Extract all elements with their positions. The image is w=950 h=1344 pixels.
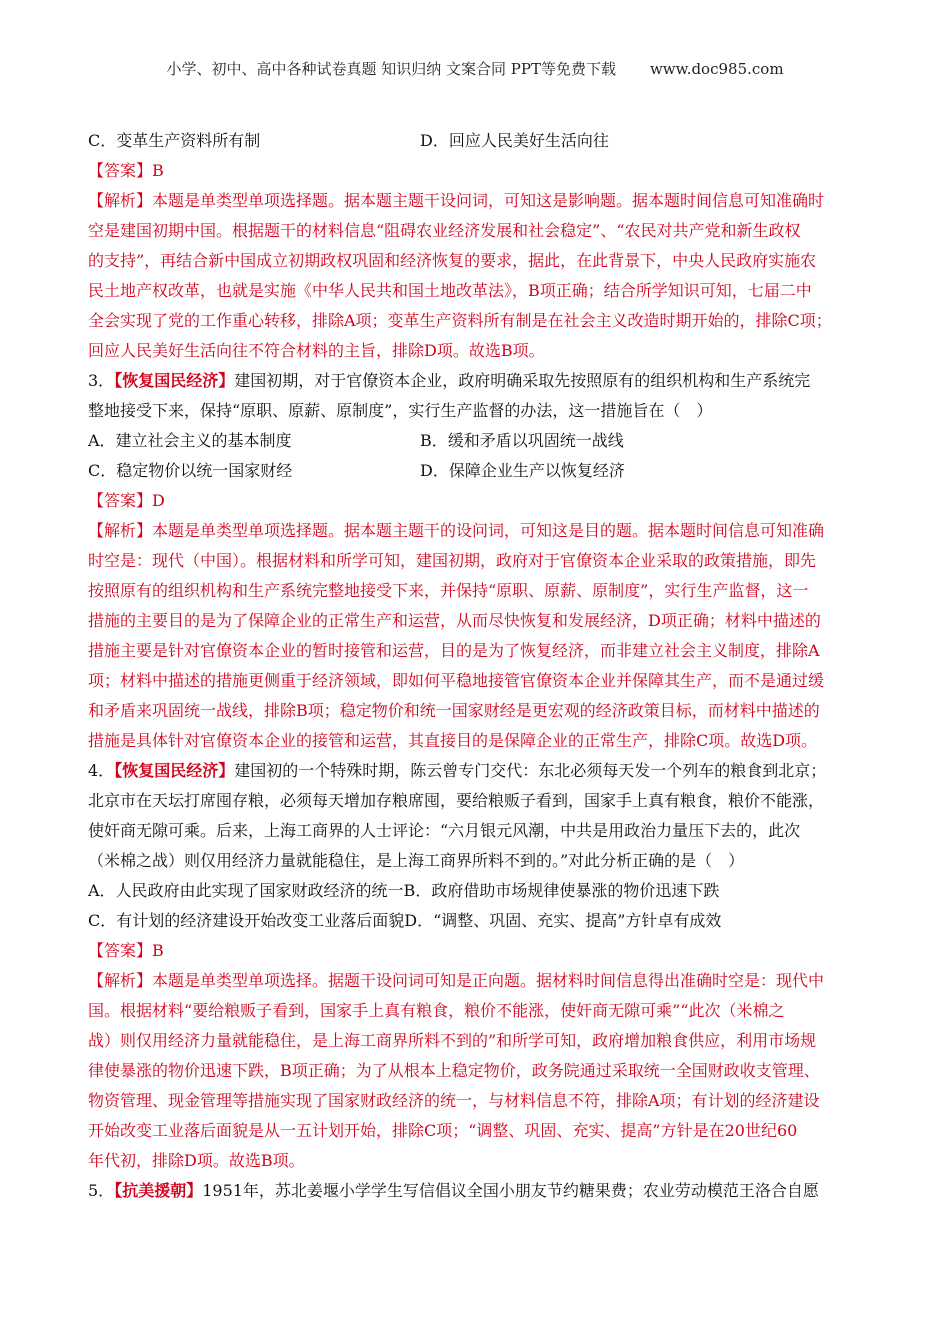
q4-answer: 【答案】B [88,941,164,960]
q4-stem-line1 [88,756,874,786]
q3-option-b: B．缓和矛盾以巩固统一战线 [420,431,624,450]
q5-stem: 1951年，苏北姜堰小学学生写信倡议全国小朋友节约糖果费；农业劳动模范王洛合自愿 [202,1181,819,1200]
q3-exp-line: 措施的主要目的是为了保障企业的正常生产和运营，从而尽快恢复和发展经济，D项正确；材料中描述的 [88,611,821,630]
q5-number: 5． [88,1181,115,1200]
q3-stem-line1 [88,366,874,396]
q4-topic-tag: 【恢复国民经济】 [114,761,235,780]
q3-options-ab [88,426,874,456]
q3-exp-line: 措施主要是针对官僚资本企业的暂时接管和运营，目的是为了恢复经济，而非建立社会主义制度，排除A [88,641,820,660]
q4-options-ab: A．人民政府由此实现了国家财政经济的统一B．政府借助市场规律使暴涨的物价迅速下跌 [88,881,720,900]
q4-exp-line: 年代初，排除D项。故选B项。 [88,1151,305,1170]
page-header [0,58,950,79]
q3-topic-tag: 【恢复国民经济】 [114,371,235,390]
q3-stem: 建国初期，对于官僚资本企业，政府明确采取先按照原有的组织机构和生产系统完 [234,371,811,390]
q4-stem: 建国初的一个特殊时期，陈云曾专门交代：东北必须每天发一个列车的粮食到北京； [234,761,827,780]
q4-stem-line: （米棉之战）则仅用经济力量就能稳住，是上海工商界所料不到的。”对此分析正确的是（ ） [88,851,745,870]
q3-exp-line: 【解析】本题是单类型单项选择题。据本题主题干的设问词，可知这是目的题。据本题时间信息可知准确 [88,521,825,540]
q2-answer: 【答案】B [88,161,164,180]
q2-exp-line: 回应人民美好生活向往不符合材料的主旨，排除D项。故选B项。 [88,341,545,360]
q3-options-cd [88,456,874,486]
q2-explanation [88,186,874,366]
q4-exp-line: 开始改变工业落后面貌是从一五计划开始，排除C项；“调整、巩固、充实、提高”方针是在20世纪60 [88,1121,798,1140]
q5-stem-line1 [88,1176,874,1206]
q4-exp-line: 物资管理、现金管理等措施实现了国家财政经济的统一，与材料信息不符，排除A项；有计划的经济建设 [88,1091,820,1110]
q4-exp-line: 国。根据材料“要给粮贩子看到，国家手上真有粮食，粮价不能涨，使奸商无隙可乘”“此次（米棉之 [88,1001,785,1020]
document-body [88,126,874,1206]
q3-exp-line: 按照原有的组织机构和生产系统完整地接受下来，并保持“原职、原薪、原制度”，实行生产监督，这一 [88,581,809,600]
q3-option-d: D．保障企业生产以恢复经济 [420,461,625,480]
q3-explanation [88,516,874,756]
q3-answer: 【答案】D [88,491,165,510]
q3-stem-line2: 整地接受下来，保持“原职、原薪、原制度”，实行生产监督的办法，这一措施旨在（ ） [88,401,713,420]
q4-stem-line: 北京市在天坛打席囤存粮，必须每天增加存粮席囤，要给粮贩子看到，国家手上真有粮食，粮价不能涨， [88,791,825,810]
q2-options-cd [88,126,874,156]
q3-option-a: A．建立社会主义的基本制度 [88,431,292,450]
q4-exp-line: 律使暴涨的物价迅速下跌，B项正确；为了从根本上稳定物价，政务院通过采取统一全国财政收支管理、 [88,1061,820,1080]
q3-exp-line: 项；材料中描述的措施更侧重于经济领域，即如何平稳地接管官僚资本企业并保障其生产，而不是通过缓 [88,671,825,690]
q2-option-d: D．回应人民美好生活向往 [420,131,609,150]
q2-exp-line: 空是建国初期中国。根据题干的材料信息“阻碍农业经济发展和社会稳定”、“农民对共产党和新生政权 [88,221,801,240]
q3-exp-line: 时空是：现代（中国）。根据材料和所学可知，建国初期，政府对于官僚资本企业采取的政策措施，即先 [88,551,817,570]
q3-exp-line: 和矛盾来巩固统一战线，排除B项；稳定物价和统一国家财经是更宏观的经济政策目标，而材料中描述的 [88,701,820,720]
q4-options-cd: C．有计划的经济建设开始改变工业落后面貌D．“调整、巩固、充实、提高”方针卓有成效 [88,911,722,930]
q4-stem-line: 使奸商无隙可乘。后来，上海工商界的人士评论：“六月银元风潮，中共是用政治力量压下去的，此次 [88,821,801,840]
q5-topic-tag: 【抗美援朝】 [114,1181,203,1200]
q4-number: 4． [88,761,115,780]
q3-option-c: C．稳定物价以统一国家财经 [88,461,293,480]
q4-exp-line: 【解析】本题是单类型单项选择。据题干设问词可知是正向题。据材料时间信息得出准确时空是：现代中 [88,971,825,990]
q4-explanation [88,966,874,1176]
q4-exp-line: 战）则仅用经济力量就能稳住，是上海工商界所料不到的”和所学可知，政府增加粮食供应，利用市场规 [88,1031,817,1050]
header-site: www.doc985.com [649,60,784,78]
q3-exp-line: 措施是具体针对官僚资本企业的接管和运营，其直接目的是保障企业的正常生产，排除C项。故选D项。 [88,731,818,750]
q2-exp-line: 全会实现了党的工作重心转移，排除A项；变革生产资料所有制是在社会主义改造时期开始的，排除C项； [88,311,832,330]
header-text: 小学、初中、高中各种试卷真题 知识归纳 文案合同 PPT等免费下载 [166,60,616,78]
q2-exp-line: 民土地产权改革，也就是实施《中华人民共和国土地改革法》，B项正确；结合所学知识可知，七届二中 [88,281,812,300]
q2-option-c: C．变革生产资料所有制 [88,131,261,150]
q3-number: 3． [88,371,115,390]
q2-exp-line: 的支持”，再结合新中国成立初期政权巩固和经济恢复的要求，据此，在此背景下，中央人民政府实施农 [88,251,817,270]
q2-exp-line: 【解析】本题是单类型单项选择题。据本题主题干设问词，可知这是影响题。据本题时间信息可知准确时 [88,191,825,210]
